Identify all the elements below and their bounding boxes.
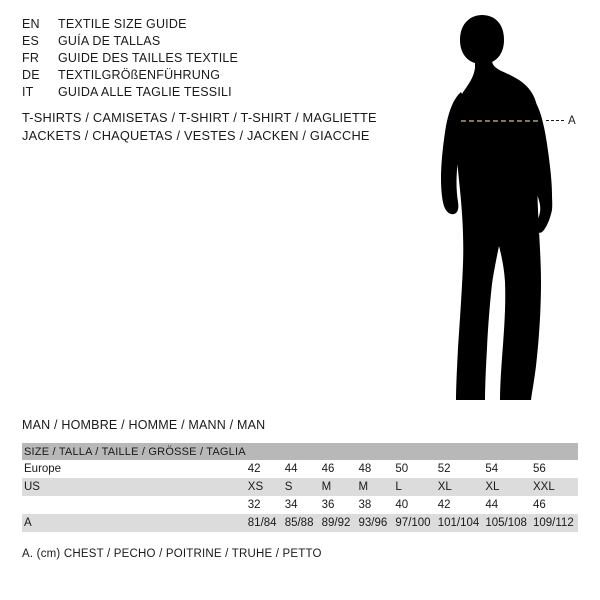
cell-europe-6: 52 xyxy=(436,460,484,478)
row-label-europe: Europe xyxy=(22,460,246,478)
cell-europe-3: 46 xyxy=(320,460,357,478)
measure-label-a: A xyxy=(568,115,576,127)
table-header-pad-2 xyxy=(283,443,320,460)
cell-europe-2: 44 xyxy=(283,460,320,478)
male-silhouette-icon xyxy=(400,10,600,410)
cell-a-3: 89/92 xyxy=(320,514,357,532)
cell-us-1: XS xyxy=(246,478,283,496)
table-header-pad-8 xyxy=(531,443,578,460)
cell-us-5: L xyxy=(393,478,435,496)
table-footnote: A. (cm) CHEST / PECHO / POITRINE / TRUHE / PETTO xyxy=(22,548,322,560)
category-tshirts: T-SHIRTS / CAMISETAS / T-SHIRT / T-SHIRT / MAGLIETTE xyxy=(22,110,377,125)
table-header-label: SIZE / TALLA / TAILLE / GRÖSSE / TAGLIA xyxy=(22,443,246,460)
cell-us-2: S xyxy=(283,478,320,496)
cell-usnum-8: 46 xyxy=(531,496,578,514)
size-table xyxy=(22,443,578,532)
language-code-it: IT xyxy=(22,85,34,99)
table-header-pad-6 xyxy=(436,443,484,460)
language-code-en: EN xyxy=(22,17,40,31)
table-header-row xyxy=(22,443,578,460)
language-code-de: DE xyxy=(22,68,40,82)
cell-us-6: XL xyxy=(436,478,484,496)
cell-europe-5: 50 xyxy=(393,460,435,478)
language-code-es: ES xyxy=(22,34,40,48)
table-row xyxy=(22,496,578,514)
category-list xyxy=(22,110,422,146)
language-text-de: TEXTILGRÖßENFÜHRUNG xyxy=(58,68,221,82)
row-label-us: US xyxy=(22,478,246,496)
language-row-it xyxy=(22,85,382,102)
table-header-pad-5 xyxy=(393,443,435,460)
row-label-a: A xyxy=(22,514,246,532)
table-header-pad-7 xyxy=(483,443,531,460)
cell-a-4: 93/96 xyxy=(357,514,394,532)
cell-a-7: 105/108 xyxy=(483,514,531,532)
cell-europe-8: 56 xyxy=(531,460,578,478)
language-row-fr xyxy=(22,51,382,68)
table-title: MAN / HOMBRE / HOMME / MANN / MAN xyxy=(22,418,266,432)
cell-us-7: XL xyxy=(483,478,531,496)
table-header-pad-1 xyxy=(246,443,283,460)
body-figure xyxy=(400,10,600,410)
language-code-fr: FR xyxy=(22,51,40,65)
language-row-de xyxy=(22,68,382,85)
cell-a-1: 81/84 xyxy=(246,514,283,532)
language-text-es: GUÍA DE TALLAS xyxy=(58,34,161,48)
language-text-fr: GUIDE DES TAILLES TEXTILE xyxy=(58,51,239,65)
cell-usnum-4: 38 xyxy=(357,496,394,514)
cell-europe-4: 48 xyxy=(357,460,394,478)
row-label-us-numeric xyxy=(22,496,246,514)
cell-a-6: 101/104 xyxy=(436,514,484,532)
table-row xyxy=(22,460,578,478)
cell-europe-7: 54 xyxy=(483,460,531,478)
cell-a-2: 85/88 xyxy=(283,514,320,532)
table-header-pad-3 xyxy=(320,443,357,460)
table-header-pad-4 xyxy=(357,443,394,460)
language-row-en xyxy=(22,17,382,34)
cell-usnum-3: 36 xyxy=(320,496,357,514)
cell-us-4: M xyxy=(357,478,394,496)
language-text-it: GUIDA ALLE TAGLIE TESSILI xyxy=(58,85,232,99)
cell-europe-1: 42 xyxy=(246,460,283,478)
language-text-en: TEXTILE SIZE GUIDE xyxy=(58,17,187,31)
cell-usnum-7: 44 xyxy=(483,496,531,514)
cell-usnum-5: 40 xyxy=(393,496,435,514)
cell-a-5: 97/100 xyxy=(393,514,435,532)
measure-leader-line xyxy=(546,120,564,121)
table-row xyxy=(22,514,578,532)
cell-us-8: XXL xyxy=(531,478,578,496)
language-list xyxy=(22,17,382,102)
cell-usnum-2: 34 xyxy=(283,496,320,514)
cell-a-8: 109/112 xyxy=(531,514,578,532)
table-row xyxy=(22,478,578,496)
language-row-es xyxy=(22,34,382,51)
category-jackets: JACKETS / CHAQUETAS / VESTES / JACKEN / GIACCHE xyxy=(22,128,370,143)
cell-usnum-6: 42 xyxy=(436,496,484,514)
cell-usnum-1: 32 xyxy=(246,496,283,514)
cell-us-3: M xyxy=(320,478,357,496)
